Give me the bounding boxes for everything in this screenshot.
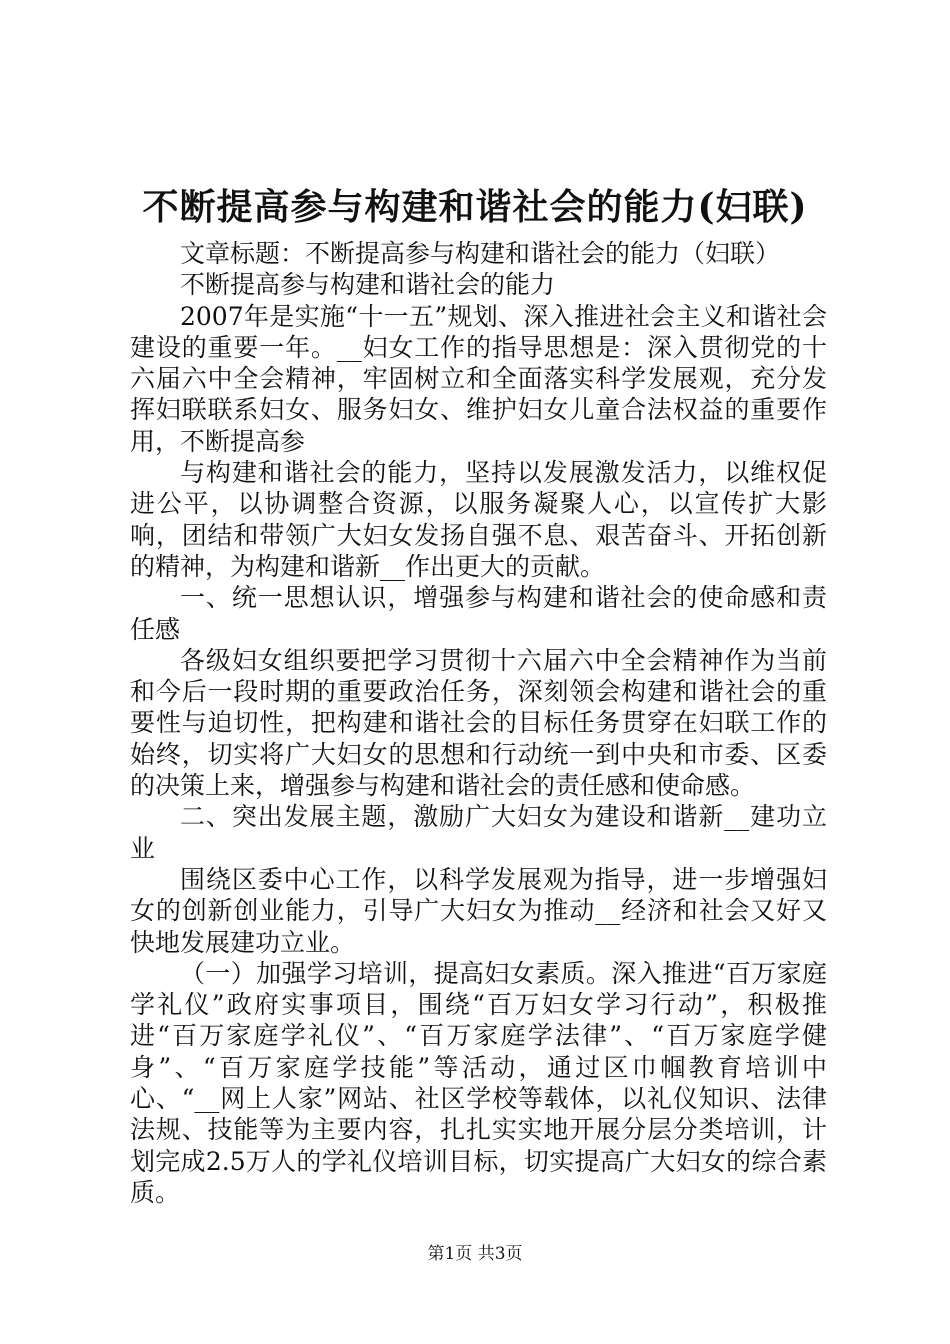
page-footer: 第1页 共3页 — [427, 1244, 523, 1264]
section-heading: 二、突出发展主题，激励广大妇女为建设和谐新__建功立业 — [130, 802, 827, 863]
paragraph: （一）加强学习培训，提高妇女素质。深入推进“百万家庭学礼仪”政府实事项目，围绕“百万妇女学习行动”，积极推进“百万家庭学礼仪”、“百万家庭学法律”、“百万家庭学健身”、“百万家庭学技能”等活动，通过区巾帼教育培训中心、“__网上人家”网站、社区学校等载体，以礼仪知识、法律法规、技能等为主要内容，扎扎实实地开展分层分类培训，计划完成2.5万人的学礼仪培训目标，切实提高广大妇女的综合素质。 — [130, 958, 827, 1207]
document-body — [130, 238, 827, 1208]
paragraph: 围绕区委中心工作，以科学发展观为指导，进一步增强妇女的创新创业能力，引导广大妇女为推动__经济和社会又好又快地发展建功立业。 — [130, 864, 827, 957]
document-title: 不断提高参与构建和谐社会的能力(妇联) — [142, 186, 808, 228]
paragraph: 2007年是实施“十一五”规划、深入推进社会主义和谐社会建设的重要一年。__妇女工作的指导思想是：深入贯彻党的十六届六中全会精神，牢固树立和全面落实科学发展观，充分发挥妇联联系妇女、服务妇女、维护妇女儿童合法权益的重要作用，不断提高参 — [130, 301, 827, 456]
paragraph: 与构建和谐社会的能力，坚持以发展激发活力，以维权促进公平，以协调整合资源，以服务凝聚人心，以宣传扩大影响，团结和带领广大妇女发扬自强不息、艰苦奋斗、开拓创新的精神，为构建和谐新__作出更大的贡献。 — [130, 458, 827, 581]
paragraph: 各级妇女组织要把学习贯彻十六届六中全会精神作为当前和今后一段时期的重要政治任务，深刻领会构建和谐社会的重要性与迫切性，把构建和谐社会的目标任务贯穿在妇联工作的始终，切实将广大妇女的思想和行动统一到中央和市委、区委的决策上来，增强参与构建和谐社会的责任感和使命感。 — [130, 645, 827, 801]
subtitle-line: 不断提高参与构建和谐社会的能力 — [180, 270, 556, 300]
article-title-line: 文章标题：不断提高参与构建和谐社会的能力（妇联） — [180, 239, 781, 268]
section-heading: 一、统一思想认识，增强参与构建和谐社会的使命感和责任感 — [130, 583, 827, 644]
